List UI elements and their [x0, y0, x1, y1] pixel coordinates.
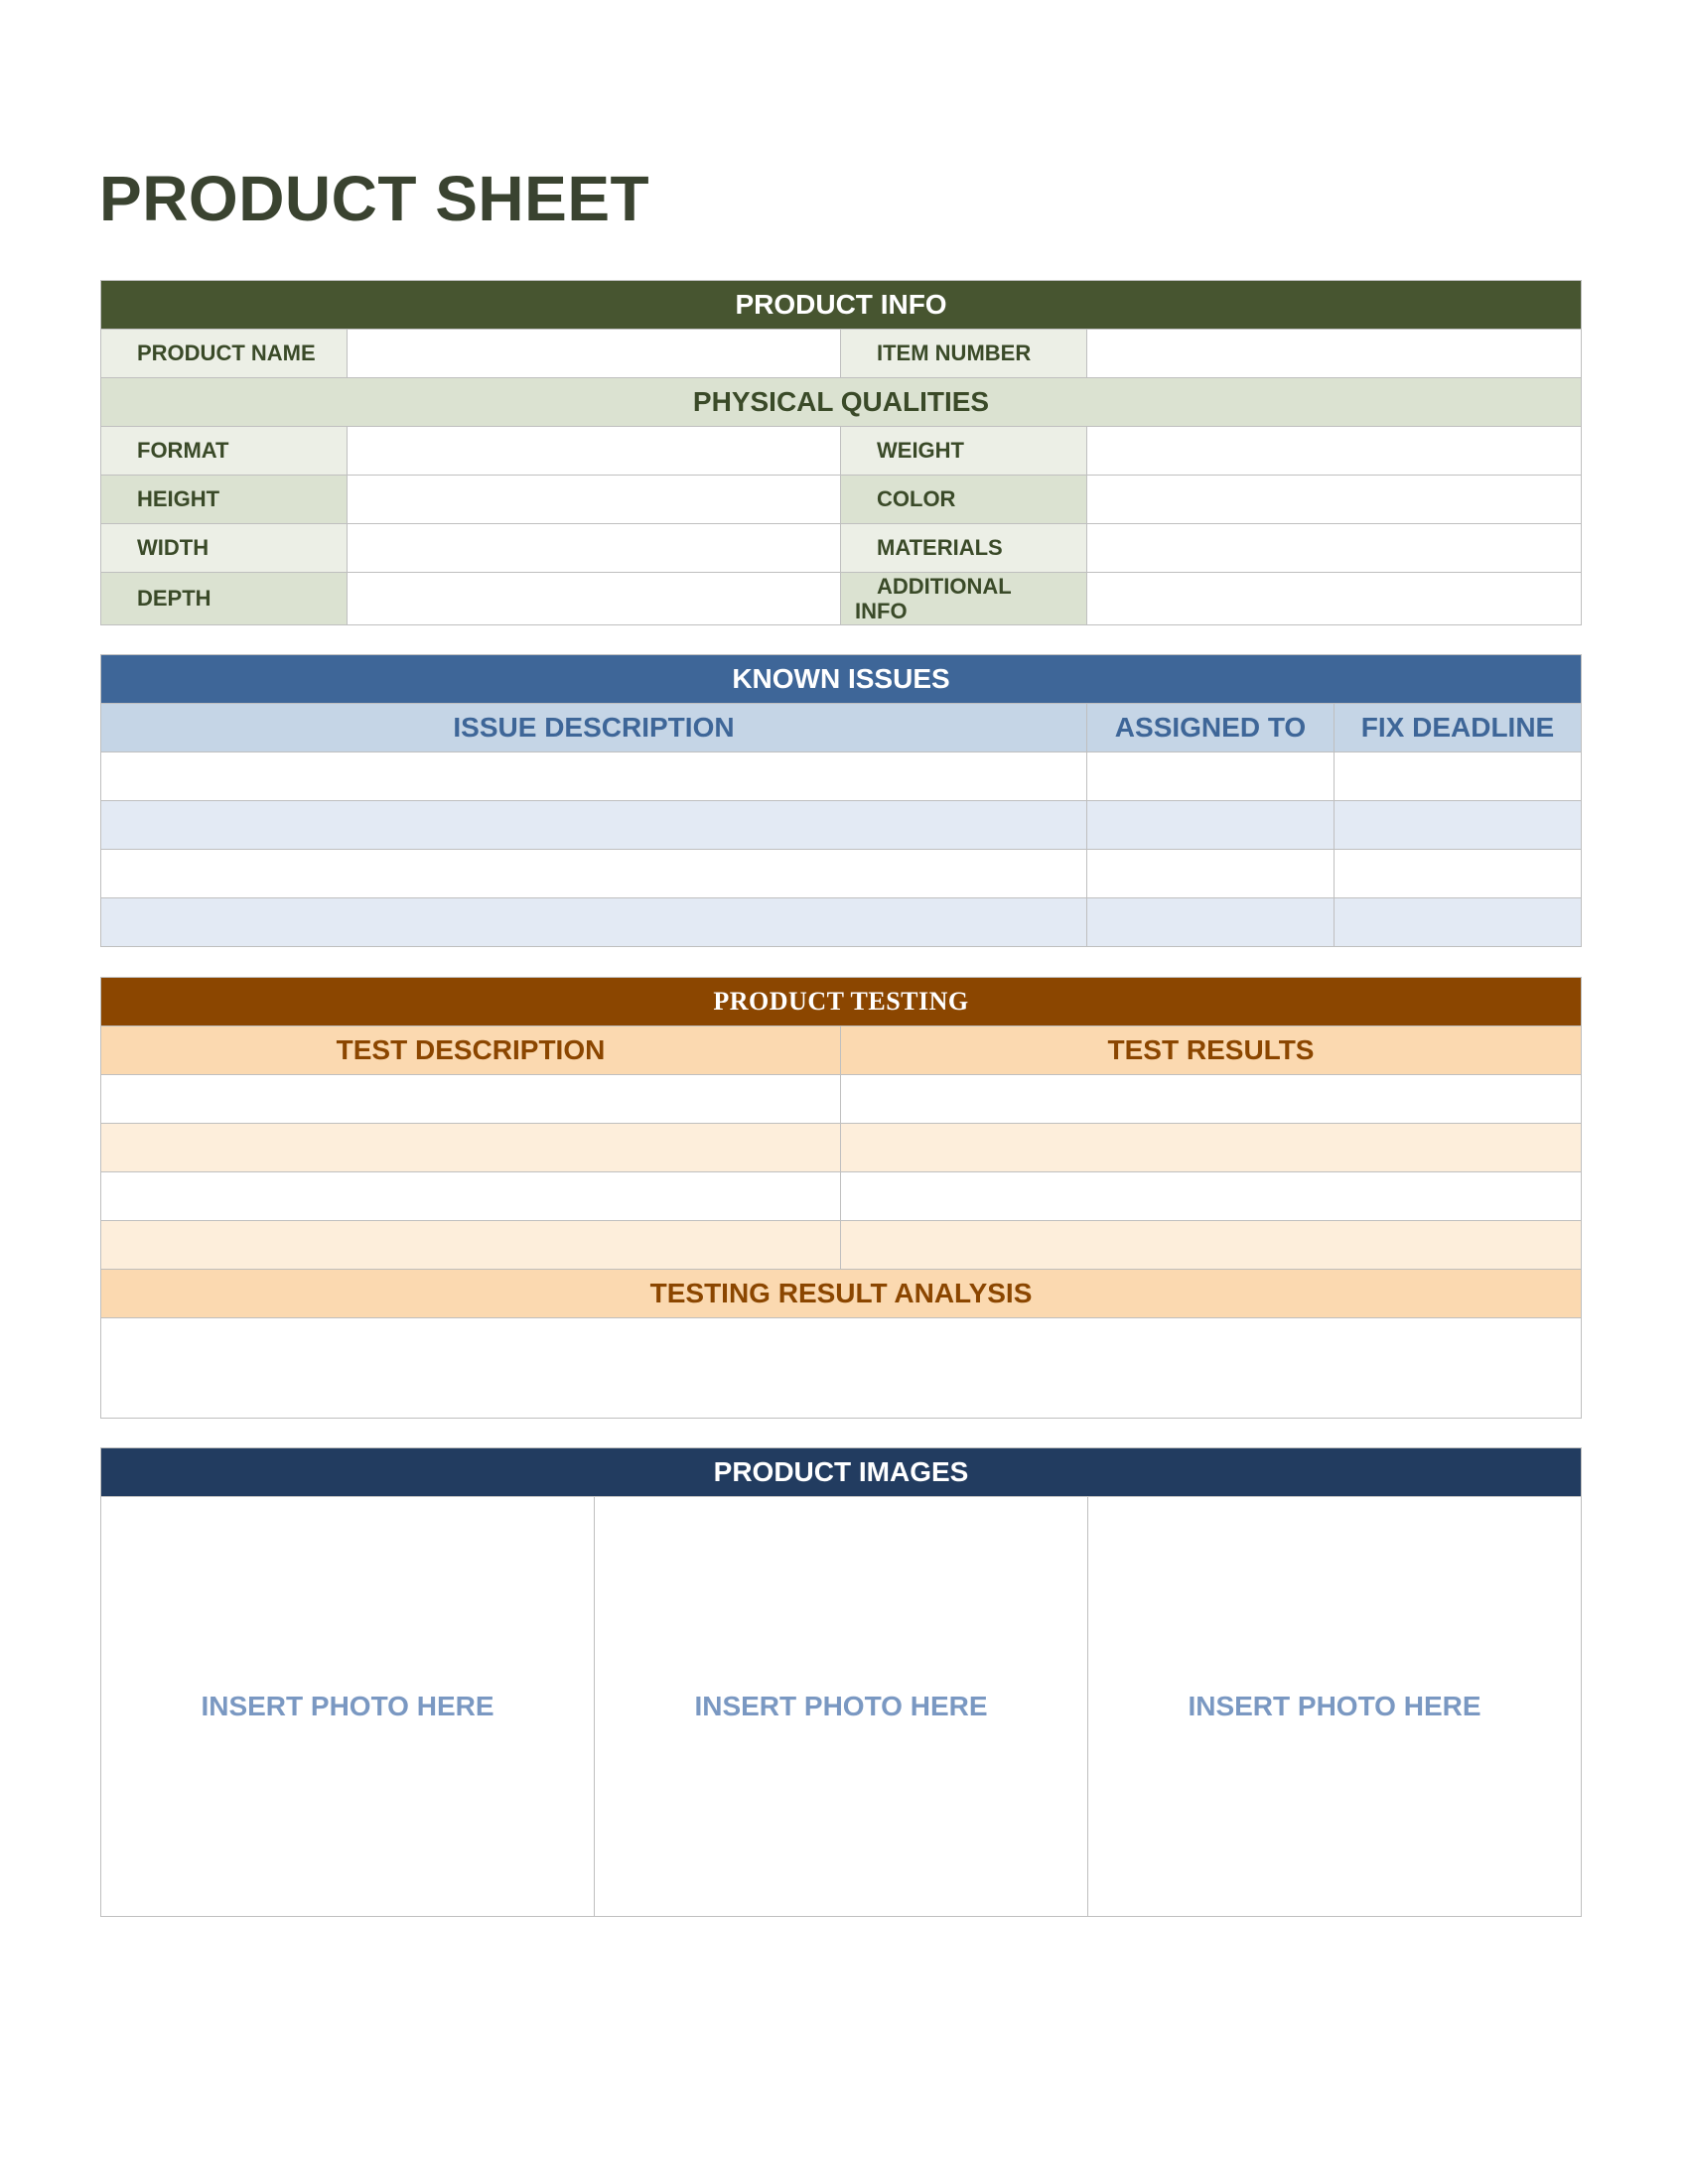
table-row — [101, 1221, 1582, 1270]
test-results-cell[interactable] — [841, 1124, 1582, 1172]
test-description-cell[interactable] — [101, 1221, 841, 1270]
product-info-table — [100, 280, 1582, 625]
item-number-field[interactable] — [1087, 330, 1582, 378]
height-label: HEIGHT — [101, 476, 348, 524]
issue-description-cell[interactable] — [101, 850, 1087, 898]
assigned-to-cell[interactable] — [1087, 801, 1335, 850]
color-field[interactable] — [1087, 476, 1582, 524]
photo-placeholder-1[interactable] — [101, 1497, 595, 1917]
product-info-header: PRODUCT INFO — [101, 281, 1582, 330]
weight-field[interactable] — [1087, 427, 1582, 476]
format-field[interactable] — [348, 427, 841, 476]
test-description-cell[interactable] — [101, 1124, 841, 1172]
depth-field[interactable] — [348, 573, 841, 625]
assigned-to-header: ASSIGNED TO — [1087, 704, 1335, 752]
photo-placeholder-3[interactable] — [1088, 1497, 1582, 1917]
issue-description-cell[interactable] — [101, 898, 1087, 947]
table-row — [101, 1075, 1582, 1124]
test-results-cell[interactable] — [841, 1172, 1582, 1221]
test-results-cell[interactable] — [841, 1221, 1582, 1270]
issue-description-cell[interactable] — [101, 801, 1087, 850]
assigned-to-cell[interactable] — [1087, 752, 1335, 801]
product-images-table — [100, 1447, 1582, 1917]
color-label: COLOR — [841, 476, 1087, 524]
known-issues-header: KNOWN ISSUES — [101, 655, 1582, 704]
product-testing-table — [100, 977, 1582, 1419]
table-row — [101, 801, 1582, 850]
fix-deadline-cell[interactable] — [1335, 850, 1582, 898]
test-description-cell[interactable] — [101, 1075, 841, 1124]
testing-result-analysis-field[interactable] — [101, 1318, 1582, 1419]
fix-deadline-cell[interactable] — [1335, 752, 1582, 801]
width-label: WIDTH — [101, 524, 348, 573]
physical-qualities-header: PHYSICAL QUALITIES — [101, 378, 1582, 427]
product-testing-header: PRODUCT TESTING — [101, 978, 1582, 1026]
height-field[interactable] — [348, 476, 841, 524]
test-description-header: TEST DESCRIPTION — [101, 1026, 841, 1075]
photo-placeholder-label: INSERT PHOTO HERE — [1188, 1691, 1481, 1721]
additional-info-field[interactable] — [1087, 573, 1582, 625]
materials-field[interactable] — [1087, 524, 1582, 573]
testing-result-analysis-header: TESTING RESULT ANALYSIS — [101, 1270, 1582, 1318]
fix-deadline-cell[interactable] — [1335, 898, 1582, 947]
additional-info-label — [841, 573, 1087, 625]
additional-info-label-line2: INFO — [855, 599, 908, 623]
table-row — [101, 850, 1582, 898]
photo-placeholder-label: INSERT PHOTO HERE — [694, 1691, 988, 1721]
additional-info-label-line1: ADDITIONAL — [877, 574, 1012, 599]
product-name-label: PRODUCT NAME — [101, 330, 348, 378]
photo-placeholder-2[interactable] — [595, 1497, 1088, 1917]
table-row — [101, 752, 1582, 801]
table-row — [101, 1172, 1582, 1221]
fix-deadline-cell[interactable] — [1335, 801, 1582, 850]
format-label: FORMAT — [101, 427, 348, 476]
fix-deadline-header: FIX DEADLINE — [1335, 704, 1582, 752]
width-field[interactable] — [348, 524, 841, 573]
test-results-cell[interactable] — [841, 1075, 1582, 1124]
test-results-header: TEST RESULTS — [841, 1026, 1582, 1075]
issue-description-cell[interactable] — [101, 752, 1087, 801]
assigned-to-cell[interactable] — [1087, 850, 1335, 898]
photo-placeholder-label: INSERT PHOTO HERE — [201, 1691, 494, 1721]
test-description-cell[interactable] — [101, 1172, 841, 1221]
known-issues-table — [100, 654, 1582, 947]
product-images-header: PRODUCT IMAGES — [101, 1448, 1582, 1497]
table-row — [101, 1124, 1582, 1172]
assigned-to-cell[interactable] — [1087, 898, 1335, 947]
weight-label: WEIGHT — [841, 427, 1087, 476]
page-title: PRODUCT SHEET — [99, 163, 650, 234]
issue-description-header: ISSUE DESCRIPTION — [101, 704, 1087, 752]
depth-label: DEPTH — [101, 573, 348, 625]
materials-label: MATERIALS — [841, 524, 1087, 573]
product-name-field[interactable] — [348, 330, 841, 378]
table-row — [101, 898, 1582, 947]
item-number-label: ITEM NUMBER — [841, 330, 1087, 378]
